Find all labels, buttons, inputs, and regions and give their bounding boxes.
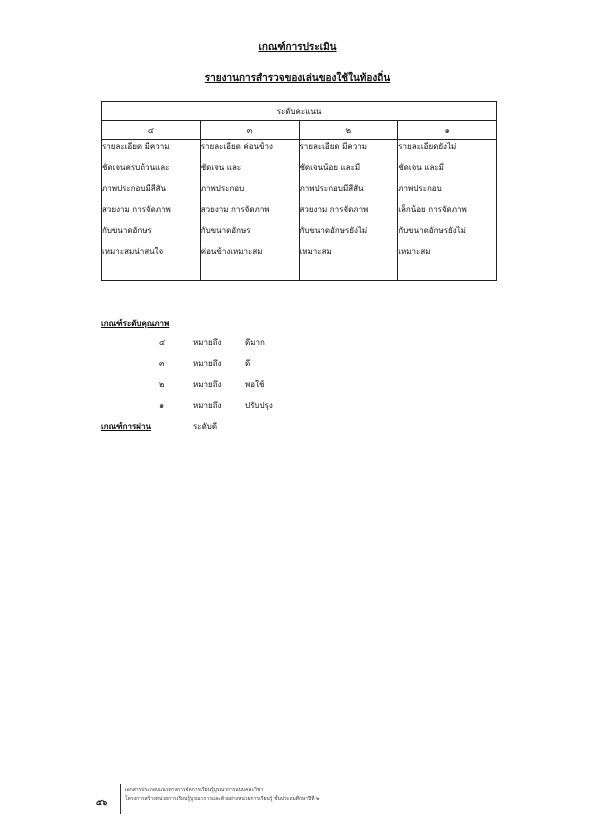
description-cell-3: [200, 140, 299, 281]
rubric-header: ระดับคะแนน: [102, 102, 497, 121]
quality-criteria-label: เกณฑ์ระดับคุณภาพ: [101, 319, 170, 328]
level-header-3: ๓: [200, 121, 299, 140]
criteria-score: ๔: [159, 338, 166, 347]
description-line: รายละเอียด มีความ: [102, 142, 170, 151]
rubric-levels-row: [102, 121, 497, 140]
criteria-score: ๓: [159, 359, 165, 368]
description-line: รายละเอียด มีความ: [299, 142, 368, 151]
footer-line-2: โครงการสร้างหน่วยการเรียนรู้บูรณาการและตัวอย่างหน่วยการเรียนรู้ ชั้นประถมศึกษาปีที่ ๒: [125, 796, 320, 802]
level-header-4: ๔: [102, 121, 201, 140]
criteria-means: หมายถึง: [193, 380, 222, 389]
description-line: สวยงาม การจัดภาพ: [200, 205, 270, 214]
description-line: สวยงาม การจัดภาพ: [299, 205, 369, 214]
description-line: เหมาะสม: [299, 247, 332, 256]
description-line: ชัดเจน และ: [200, 163, 242, 172]
criteria-level: ดีมาก: [245, 338, 265, 347]
description-line: กับขนาดอักษร: [102, 226, 152, 235]
description-line: สวยงาม การจัดภาพ: [102, 205, 171, 214]
description-line: ค่อนข้างเหมาะสม: [200, 247, 263, 256]
description-cell-2: [299, 140, 398, 281]
rubric-header-row: [102, 102, 497, 121]
criteria-level: ปรับปรุง: [245, 401, 273, 410]
description-line: ภาพประกอบ: [398, 184, 442, 193]
description-line: ชัดเจน และมี: [398, 163, 444, 172]
description-line: ภาพประกอบมีสีสัน: [299, 184, 364, 193]
description-line: กับขนาดอักษรยังไม่: [299, 226, 368, 235]
page-title: เกณฑ์การประเมิน: [258, 42, 337, 53]
rubric-table: [101, 101, 497, 281]
criteria-row: [0, 399, 595, 413]
description-line: เหมาะสมน่าสนใจ: [102, 247, 164, 256]
level-header-1: ๑: [398, 121, 497, 140]
criteria-row: [0, 336, 595, 350]
description-cell-4: [102, 140, 201, 281]
description-cell-1: [398, 140, 497, 281]
page-number: ๕๖: [96, 798, 108, 807]
criteria-level: ดี: [245, 359, 251, 368]
footer-text: [125, 786, 319, 804]
criteria-row: [0, 357, 595, 371]
level-header-2: ๒: [299, 121, 398, 140]
footer-line-1: เอกสารประกอบแนวทางการจัดการเรียนรู้บูรณาการแบบคละวิชา: [125, 787, 264, 793]
criteria-means: หมายถึง: [193, 359, 222, 368]
description-line: กับขนาดอักษรยังไม่: [398, 226, 466, 235]
description-line: ชัดเจนน้อย และมี: [299, 163, 361, 172]
description-line: กับขนาดอักษร: [200, 226, 251, 235]
page-subtitle: รายงานการสำรวจของเล่นของใช้ในท้องถิ่น: [204, 73, 391, 84]
criteria-row: [0, 378, 595, 392]
description-line: ชัดเจนครบถ้วนและ: [102, 163, 170, 172]
description-line: ภาพประกอบมีสีสัน: [102, 184, 166, 193]
criteria-means: หมายถึง: [193, 338, 222, 347]
criteria-means: หมายถึง: [193, 401, 222, 410]
footer-divider: [120, 784, 121, 814]
description-line: รายละเอียดยังไม่: [398, 142, 457, 151]
criteria-score: ๑: [159, 401, 165, 410]
description-line: เล็กน้อย การจัดภาพ: [398, 205, 467, 214]
pass-criteria-label: เกณฑ์การผ่าน: [101, 422, 151, 431]
description-line: เหมาะสม: [398, 247, 431, 256]
pass-criteria-value: ระดับดี: [193, 422, 218, 431]
criteria-score: ๒: [159, 380, 165, 389]
rubric-description-row: [102, 140, 497, 281]
description-line: รายละเอียด ค่อนข้าง: [200, 142, 273, 151]
description-line: ภาพประกอบ: [200, 184, 245, 193]
criteria-level: พอใช้: [245, 380, 265, 389]
